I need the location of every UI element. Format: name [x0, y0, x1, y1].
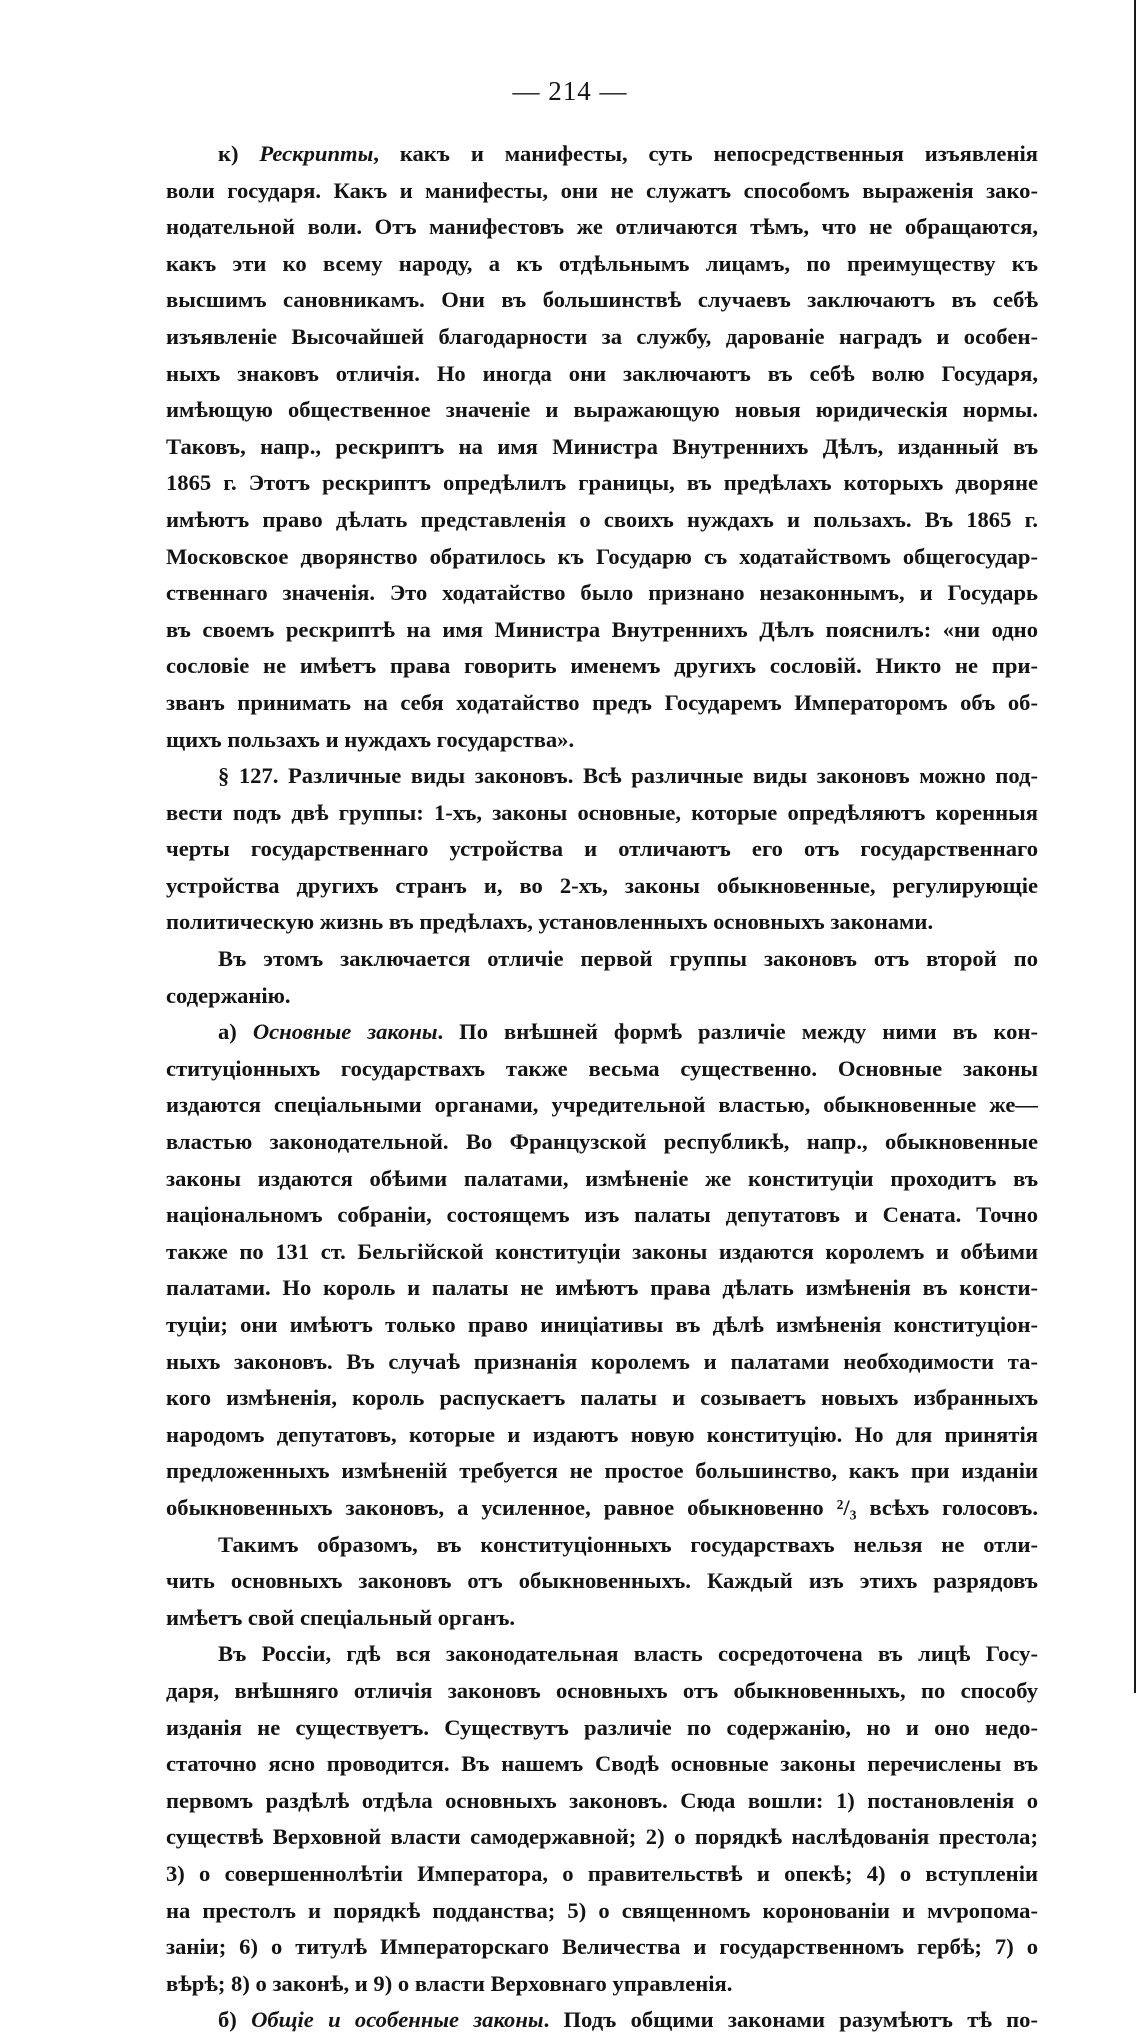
text-segment: туціи; они имѣютъ только право иниціативы въ дѣлѣ измѣненія конституціон-	[166, 1312, 1038, 1337]
text-line	[166, 539, 1038, 576]
text-segment: . Подъ общими законами разумѣютъ тѣ по-	[543, 2007, 1038, 2033]
text-line	[166, 1087, 1038, 1124]
text-line	[166, 282, 1038, 319]
text-line	[166, 1124, 1038, 1161]
text-segment: Таковъ, напр., рескриптъ на имя Министра Внутреннихъ Дѣлъ, изданный въ	[166, 433, 1038, 459]
text-line	[166, 2002, 1038, 2039]
text-segment: какъ эти ко всему народу, а къ отдѣльнымъ лицамъ, по преимуществу къ	[166, 250, 1038, 276]
text-line	[166, 1014, 1038, 1051]
text-line	[166, 1673, 1038, 1710]
text-line	[166, 795, 1038, 832]
text-segment: ныхъ знаковъ отличія. Но иногда они заключаютъ въ себѣ волю Государя,	[166, 360, 1038, 386]
text-segment: имѣетъ свой спеціальный органъ.	[166, 1604, 516, 1630]
text-line	[166, 465, 1038, 502]
text-line	[166, 392, 1038, 429]
text-segment: первомъ раздѣлѣ отдѣла основныхъ законовъ. Сюда вошли: 1) постановленія о	[166, 1787, 1038, 1813]
text-segment: ныхъ законовъ. Въ случаѣ признанія королемъ и палатами необходимости та-	[166, 1348, 1038, 1374]
text-segment: § 127. Различные виды законовъ. Всѣ различные виды законовъ можно под-	[218, 763, 1038, 789]
text-line	[166, 868, 1038, 905]
text-line	[166, 1636, 1038, 1673]
text-line	[166, 1783, 1038, 1820]
text-segment: содержанію.	[166, 982, 291, 1008]
text-line	[166, 1344, 1038, 1381]
text-line	[166, 356, 1038, 393]
text-segment: высшимъ сановникамъ. Они въ большинствѣ случаевъ заключаютъ въ себѣ	[166, 287, 1038, 313]
text-segment: черты государственнаго устройства и отличаютъ его отъ государственнаго	[166, 836, 1038, 862]
page-number: — 214 —	[512, 76, 628, 106]
text-line	[166, 136, 1038, 173]
text-segment: воли государя. Какъ и манифесты, они не служатъ способомъ выраженія зако-	[166, 177, 1038, 203]
italic-heading: Общіе и особенные законы	[251, 2007, 544, 2033]
body-text	[166, 136, 1038, 2039]
text-line	[166, 319, 1038, 356]
text-segment: сословіе не имѣетъ права говорить именемъ другихъ сословій. Никто не при-	[166, 653, 1038, 679]
text-segment: имѣютъ право дѣлать представленія о своихъ нуждахъ и пользахъ. Въ 1865 г.	[166, 506, 1038, 532]
text-line	[166, 612, 1038, 649]
text-segment: національномъ собраніи, состоящемъ изъ палаты депутатовъ и Сената. Точно	[166, 1202, 1038, 1228]
text-line	[166, 1051, 1038, 1088]
text-segment: 1865 г. Этотъ рескриптъ опредѣлилъ границы, въ предѣлахъ которыхъ дворяне	[166, 470, 1038, 496]
text-segment: чить основныхъ законовъ отъ обыкновенныхъ. Каждый изъ этихъ разрядовъ	[166, 1568, 1038, 1594]
text-line	[166, 575, 1038, 612]
text-segment: Въ Россіи, гдѣ вся законодательная власть сосредоточена въ лицѣ Госу-	[218, 1641, 1038, 1667]
text-line	[166, 1600, 1038, 1637]
text-segment: а)	[218, 1019, 253, 1045]
text-line	[166, 1417, 1038, 1454]
text-segment: также по 131 ст. Бельгійской конституціи законы издаются королемъ и обѣими	[166, 1238, 1038, 1264]
text-line	[166, 1490, 1038, 1527]
text-segment: Московское дворянство обратилось къ Государю съ ходатайствомъ общегосудар-	[166, 543, 1038, 569]
text-segment: званъ принимать на себя ходатайство предъ Государемъ Императоромъ объ об-	[166, 689, 1038, 715]
text-segment: народомъ депутатовъ, которые и издаютъ новую конституцію. Но для принятія	[166, 1421, 1038, 1447]
text-segment: вести подъ двѣ группы: 1-хъ, законы основные, которые опредѣляютъ коренныя	[166, 799, 1038, 825]
text-line	[166, 722, 1038, 759]
text-segment: политическую жизнь въ предѣлахъ, установленныхъ основныхъ законами.	[166, 909, 934, 935]
text-segment: Въ этомъ заключается отличіе первой группы законовъ отъ второй по	[218, 946, 1038, 972]
text-line	[166, 831, 1038, 868]
text-line	[166, 1856, 1038, 1893]
text-line	[166, 1270, 1038, 1307]
text-segment: имѣющую общественное значеніе и выражающую новыя юридическія нормы.	[166, 397, 1038, 423]
text-line	[166, 429, 1038, 466]
text-line	[166, 1453, 1038, 1490]
text-segment: даря, внѣшняго отличія законовъ основныхъ отъ обыкновенныхъ, по способу	[166, 1677, 1038, 1703]
text-segment: властью законодательной. Во Французской республикѣ, напр., обыкновенные	[166, 1129, 1038, 1155]
text-line	[166, 209, 1038, 246]
text-segment: б)	[218, 2007, 252, 2033]
text-segment: . По внѣшней формѣ различіе между ними въ кон-	[437, 1019, 1038, 1045]
text-line	[166, 648, 1038, 685]
text-line	[166, 1161, 1038, 1198]
text-segment: въ своемъ рескриптѣ на имя Министра Внутреннихъ Дѣлъ пояснилъ: «ни одно	[166, 616, 1038, 642]
text-line	[166, 685, 1038, 722]
text-segment: статочно ясно проводится. Въ нашемъ Сводѣ основные законы перечислены въ	[166, 1751, 1038, 1777]
text-line	[166, 1966, 1038, 2003]
text-segment: к)	[218, 141, 260, 166]
text-line	[166, 1563, 1038, 1600]
text-segment: заніи; 6) о титулѣ Императорскаго Величества и государственномъ гербѣ; 7) о	[166, 1934, 1038, 1960]
text-line	[166, 1746, 1038, 1783]
text-segment: , какъ и манифесты, суть непосредственныя изъявленія	[373, 141, 1038, 166]
text-line	[166, 1234, 1038, 1271]
text-line	[166, 1929, 1038, 1966]
text-line	[166, 502, 1038, 539]
text-segment: нодательной воли. Отъ манифестовъ же отличаются тѣмъ, что не обращаются,	[166, 214, 1038, 240]
text-segment: вѣрѣ; 8) о законѣ, и 9) о власти Верховнаго управленія.	[166, 1970, 733, 1996]
text-segment: существѣ Верховной власти самодержавной; 2) о порядкѣ наслѣдованія престола;	[166, 1824, 1038, 1850]
text-segment: ституціонныхъ государствахъ также весьма существенно. Основные законы	[166, 1055, 1038, 1081]
page-edge-line	[1134, 0, 1136, 1693]
text-line	[166, 173, 1038, 210]
italic-heading: Основные законы	[252, 1019, 438, 1045]
italic-heading: Рескрипты	[259, 141, 374, 166]
text-segment: Такимъ образомъ, въ конституціонныхъ государствахъ нельзя не отли-	[218, 1531, 1038, 1557]
text-line	[166, 978, 1038, 1015]
text-line	[166, 758, 1038, 795]
text-line	[166, 246, 1038, 283]
text-segment: щихъ пользахъ и нуждахъ государства».	[166, 726, 575, 752]
text-line	[166, 1197, 1038, 1234]
text-segment: кого измѣненія, король распускаетъ палаты и созываетъ новыхъ избранныхъ	[166, 1385, 1038, 1411]
text-segment: на престолъ и порядкѣ подданства; 5) о священномъ коронованіи и мѵропома-	[166, 1897, 1038, 1923]
text-line	[166, 1893, 1038, 1930]
text-segment: обыкновенныхъ законовъ, а усиленное, равное обыкновенно ²/₃ всѣхъ голосовъ.	[166, 1494, 1038, 1520]
text-line	[166, 904, 1038, 941]
text-line	[166, 1710, 1038, 1747]
text-line	[166, 1819, 1038, 1856]
text-segment: изъявленіе Высочайшей благодарности за службу, дарованіе наградъ и особен-	[166, 323, 1038, 349]
text-segment: ственнаго значенія. Это ходатайство было признано незаконнымъ, и Государь	[166, 580, 1038, 606]
text-segment: законы издаются обѣими палатами, измѣненіе же конституціи проходитъ въ	[166, 1165, 1038, 1191]
text-line	[166, 1527, 1038, 1564]
text-line	[166, 1380, 1038, 1417]
text-segment: палатами. Но король и палаты не имѣютъ права дѣлать измѣненія въ консти-	[166, 1275, 1038, 1301]
text-line	[166, 941, 1038, 978]
text-segment: 3) о совершеннолѣтіи Императора, о правительствѣ и опекѣ; 4) о вступленіи	[166, 1860, 1038, 1886]
text-line	[166, 1307, 1038, 1344]
text-segment: устройства другихъ странъ и, во 2-хъ, законы обыкновенные, регулирующіе	[166, 872, 1038, 898]
text-segment: издаются спеціальными органами, учредительной властью, обыкновенные же—	[166, 1092, 1038, 1118]
text-segment: предложенныхъ измѣненій требуется не простое большинство, какъ при изданіи	[166, 1458, 1038, 1484]
text-segment: изданія не существуетъ. Существутъ различіе по содержанію, но и оно недо-	[166, 1714, 1038, 1740]
